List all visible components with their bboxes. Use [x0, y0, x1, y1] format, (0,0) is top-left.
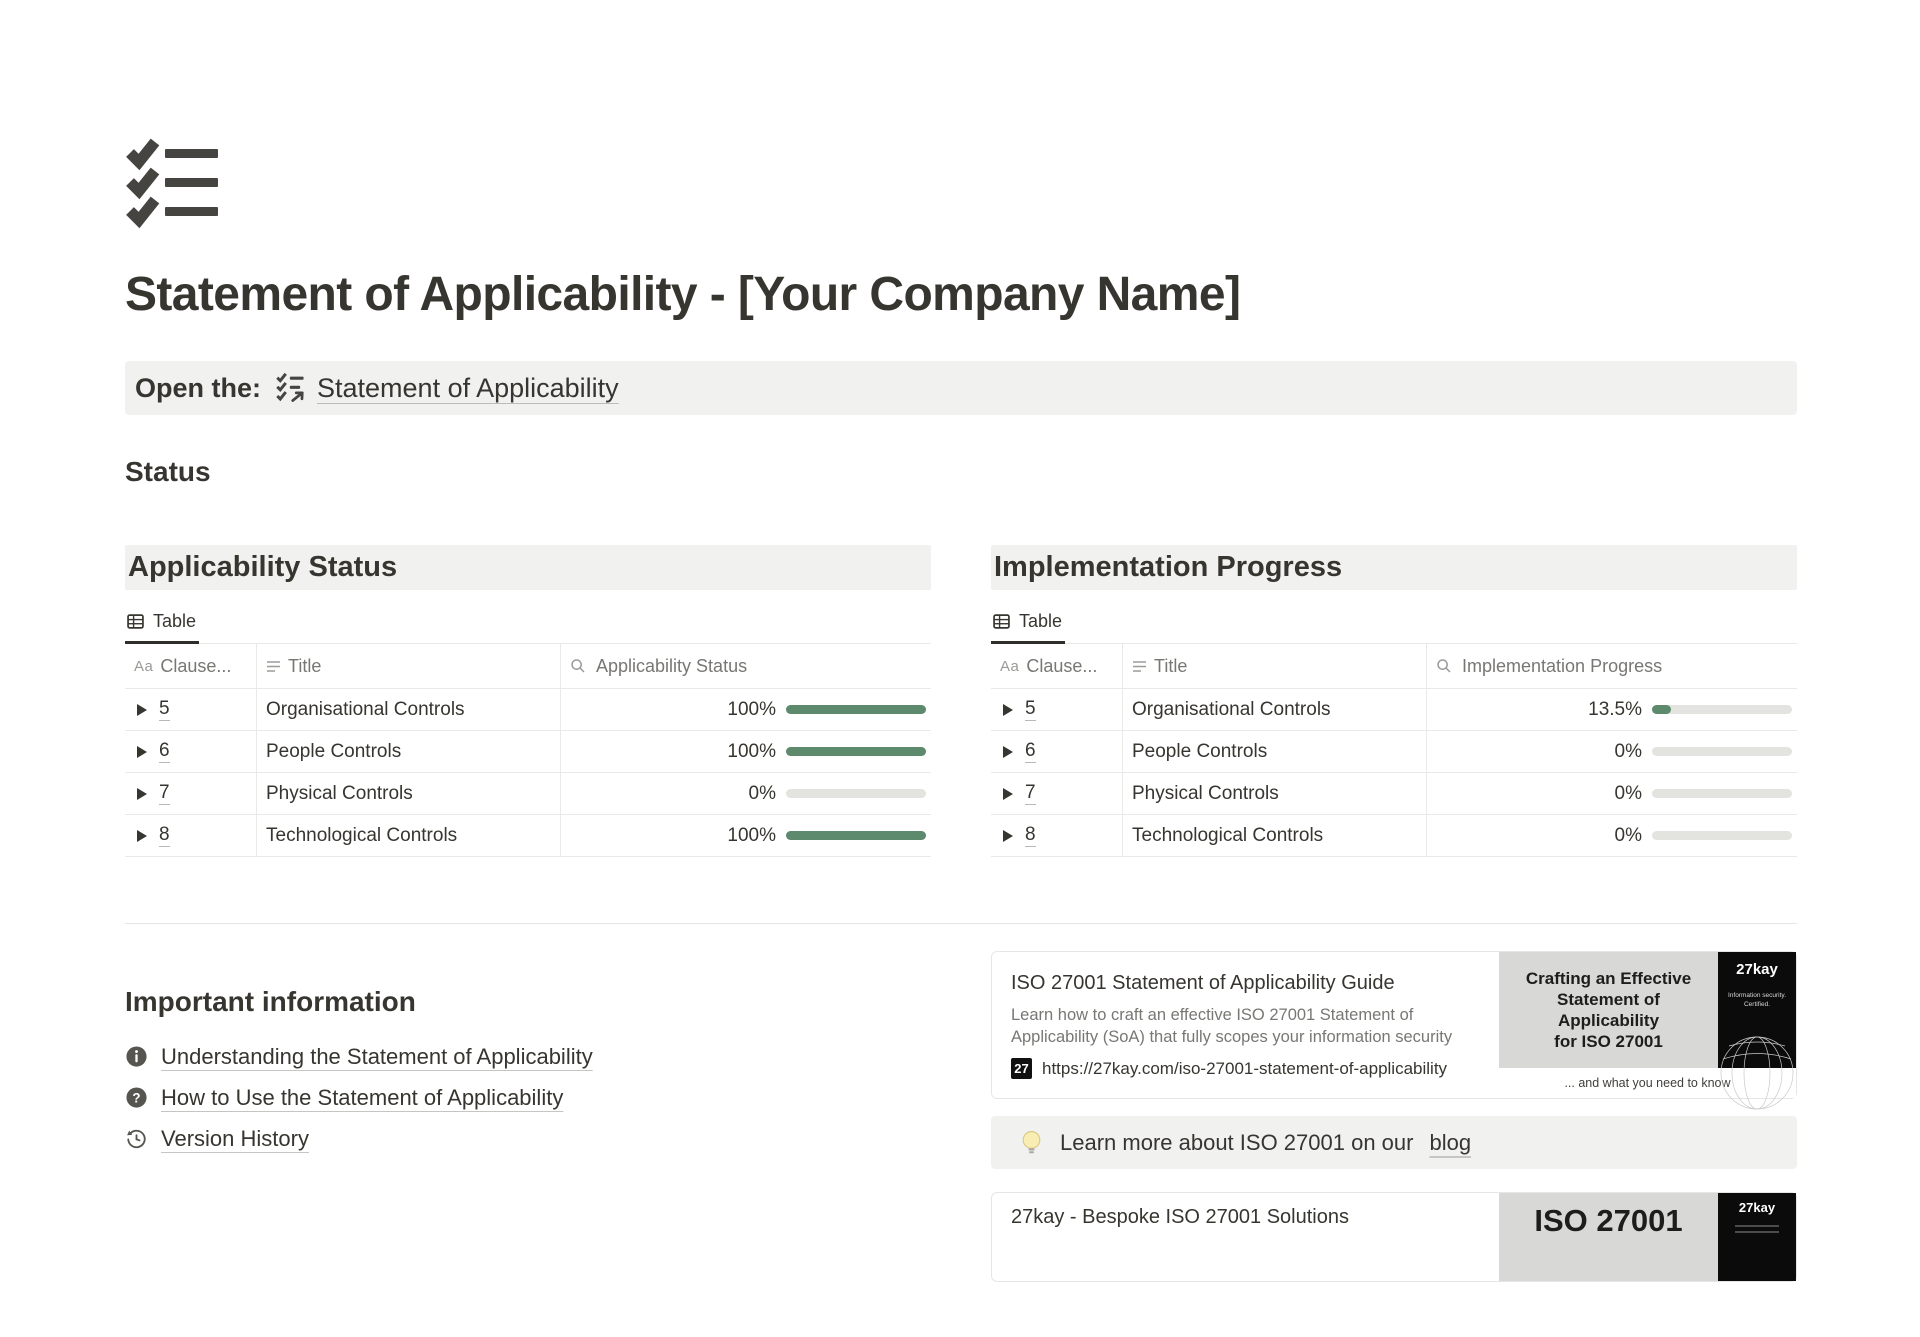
clause-link[interactable]: 6 — [159, 740, 170, 763]
table-row[interactable] — [991, 689, 1797, 731]
table-icon — [993, 613, 1010, 630]
clause-link[interactable]: 8 — [1025, 824, 1036, 847]
thumbnail-caption: ... and what you need to know — [1499, 1068, 1796, 1098]
important-info-section — [125, 924, 931, 1282]
globe-icon — [1718, 1028, 1796, 1070]
table-header-row — [125, 644, 931, 689]
tab-table[interactable] — [991, 607, 1065, 644]
row-title[interactable]: People Controls — [256, 731, 560, 772]
percent-value: 0% — [1615, 741, 1642, 763]
page-title: Statement of Applicability - [Your Company Name] — [125, 266, 1797, 324]
progress-bar — [786, 705, 926, 714]
table-row[interactable] — [125, 815, 931, 857]
section-heading: Applicability Status — [128, 551, 397, 584]
column-header-title[interactable] — [1122, 644, 1426, 688]
blog-link[interactable]: blog — [1429, 1130, 1471, 1156]
list-item — [125, 1118, 931, 1159]
toggle-icon[interactable] — [137, 830, 147, 842]
applicability-section-header — [125, 545, 931, 590]
thumbnail-headline: Crafting an Effective Statement of Applicability for ISO 27001 — [1499, 952, 1718, 1068]
row-title[interactable]: People Controls — [1122, 731, 1426, 772]
row-title[interactable]: Organisational Controls — [256, 689, 560, 730]
percent-value: 0% — [1615, 783, 1642, 805]
progress-bar — [786, 789, 926, 798]
lightbulb-icon — [1019, 1130, 1044, 1155]
bookmark-title: ISO 27001 Statement of Applicability Guide — [1011, 972, 1479, 995]
percent-value: 100% — [727, 699, 776, 721]
column-label: Title — [288, 656, 321, 677]
blog-callout — [991, 1116, 1797, 1169]
link-understanding-soa[interactable]: Understanding the Statement of Applicability — [161, 1044, 593, 1070]
toggle-icon[interactable] — [1003, 704, 1013, 716]
title-property-icon: Aa — [134, 658, 153, 675]
toggle-icon[interactable] — [137, 746, 147, 758]
brand-logo: 27kay — [1736, 961, 1778, 978]
applicability-section — [125, 545, 931, 857]
percent-value: 0% — [749, 783, 776, 805]
progress-bar — [786, 831, 926, 840]
rollup-search-icon — [1436, 658, 1452, 674]
toggle-icon[interactable] — [1003, 830, 1013, 842]
column-label: Clause... — [160, 656, 231, 677]
section-heading: Implementation Progress — [994, 551, 1342, 584]
bookmark-title: 27kay - Bespoke ISO 27001 Solutions — [1011, 1206, 1349, 1229]
row-title[interactable]: Technological Controls — [256, 815, 560, 856]
row-title[interactable]: Technological Controls — [1122, 815, 1426, 856]
row-title[interactable]: Organisational Controls — [1122, 689, 1426, 730]
bookmark-url: https://27kay.com/iso-27001-statement-of-applicability — [1042, 1059, 1447, 1079]
svg-text:?: ? — [132, 1090, 140, 1105]
thumbnail-brand-panel: 27kay Information security. Certified. — [1718, 952, 1796, 1068]
bookmark-thumbnail — [1499, 1193, 1796, 1281]
tab-table[interactable] — [125, 607, 199, 644]
column-header-status[interactable] — [560, 644, 931, 688]
view-tabbar — [125, 607, 931, 644]
checklist-arrow-icon — [275, 372, 307, 404]
toggle-icon[interactable] — [1003, 746, 1013, 758]
bookmark-card-soa-guide[interactable] — [991, 951, 1797, 1099]
column-label: Implementation Progress — [1462, 656, 1662, 677]
tab-table-label: Table — [1019, 611, 1062, 632]
table-row[interactable] — [125, 689, 931, 731]
thumbnail-brand-panel — [1718, 1193, 1796, 1281]
column-header-progress[interactable] — [1426, 644, 1797, 688]
clause-link[interactable]: 5 — [1025, 698, 1036, 721]
percent-value: 13.5% — [1588, 699, 1642, 721]
column-header-title[interactable] — [256, 644, 560, 688]
favicon-27: 27 — [1011, 1058, 1032, 1079]
table-row[interactable] — [125, 773, 931, 815]
list-item — [125, 1077, 931, 1118]
percent-value: 100% — [727, 825, 776, 847]
link-how-to-use-soa[interactable]: How to Use the Statement of Applicability — [161, 1085, 563, 1111]
text-property-icon — [1132, 660, 1147, 673]
checklist-icon[interactable] — [125, 138, 221, 228]
column-header-clause[interactable] — [125, 644, 256, 688]
clause-link[interactable]: 6 — [1025, 740, 1036, 763]
percent-value: 0% — [1615, 825, 1642, 847]
table-row[interactable] — [991, 815, 1797, 857]
open-callout — [125, 361, 1797, 415]
clause-link[interactable]: 5 — [159, 698, 170, 721]
implementation-section — [991, 545, 1797, 857]
toggle-icon[interactable] — [137, 704, 147, 716]
info-icon — [125, 1045, 148, 1068]
clause-link[interactable]: 8 — [159, 824, 170, 847]
column-label: Title — [1154, 656, 1187, 677]
question-icon — [125, 1086, 148, 1109]
view-tabbar — [991, 607, 1797, 644]
progress-bar — [786, 747, 926, 756]
clause-link[interactable]: 7 — [159, 782, 170, 805]
bookmark-card-27kay[interactable] — [991, 1192, 1797, 1282]
title-property-icon: Aa — [1000, 658, 1019, 675]
blog-callout-text: Learn more about ISO 27001 on our — [1060, 1130, 1413, 1156]
percent-value: 100% — [727, 741, 776, 763]
table-row[interactable] — [991, 731, 1797, 773]
progress-bar — [1652, 789, 1792, 798]
notion-page — [0, 138, 1920, 1337]
bookmark-description: Learn how to craft an effective ISO 27001 Statement of Applicability (SoA) that fully scopes your information security — [1011, 1004, 1479, 1048]
progress-bar — [1652, 747, 1792, 756]
text-property-icon — [266, 660, 281, 673]
brand-logo: 27kay — [1739, 1200, 1775, 1215]
clause-link[interactable]: 7 — [1025, 782, 1036, 805]
column-label: Applicability Status — [596, 656, 747, 677]
rollup-search-icon — [570, 658, 586, 674]
row-title[interactable]: Physical Controls — [256, 773, 560, 814]
tab-table-label: Table — [153, 611, 196, 632]
list-item — [125, 1036, 931, 1077]
bookmark-thumbnail — [1499, 952, 1796, 1098]
column-label: Clause... — [1026, 656, 1097, 677]
row-title[interactable]: Physical Controls — [1122, 773, 1426, 814]
table-row[interactable] — [991, 773, 1797, 815]
open-callout-label: Open the: — [135, 373, 261, 404]
column-header-clause[interactable] — [991, 644, 1122, 688]
progress-bar — [1652, 831, 1792, 840]
toggle-icon[interactable] — [137, 788, 147, 800]
soa-page-link[interactable]: Statement of Applicability — [317, 373, 619, 404]
toggle-icon[interactable] — [1003, 788, 1013, 800]
history-icon — [125, 1127, 148, 1150]
table-row[interactable] — [125, 731, 931, 773]
progress-bar — [1652, 705, 1792, 714]
table-header-row — [991, 644, 1797, 689]
link-version-history[interactable]: Version History — [161, 1126, 309, 1152]
important-info-heading: Important information — [125, 986, 931, 1018]
status-heading: Status — [125, 456, 1797, 488]
table-icon — [127, 613, 144, 630]
thumbnail-headline: ISO 27001 — [1499, 1193, 1718, 1281]
implementation-section-header — [991, 545, 1797, 590]
